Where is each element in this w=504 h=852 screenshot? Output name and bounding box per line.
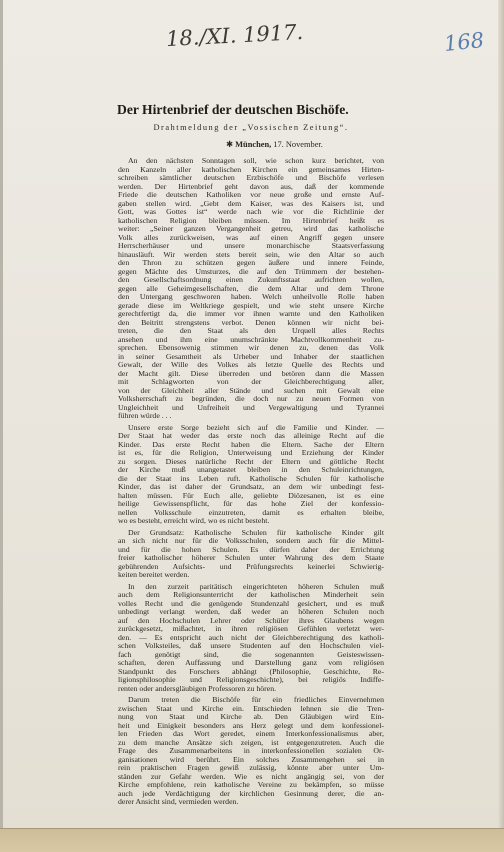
text-line: Herrscherhäuser und unsere monarchische Staatsverfassung: [118, 242, 384, 250]
text-line: weiter: „Seiner ganzen Vergangenheit getreu, wird das katholische: [118, 225, 384, 233]
dateline-place: München,: [235, 140, 272, 149]
text-line: Volksherrschaft zu begründen, die doch nur zu neuen Formen von: [118, 395, 384, 403]
text-line: in seiner Gesamtheit als Urheber und Inhaber der staatlichen: [118, 352, 384, 361]
text-line: len Frieden das Wort geredet, einem Interkonfessionalismus aber,: [118, 730, 384, 738]
text-line: Gott, was Gottes ist“ werde nach wie vor die Richtlinie der: [118, 208, 384, 216]
text-line: keiten bereitet werden.: [118, 571, 190, 579]
text-line: gaben stellen wird. „Gebt dem Kaiser, was des Kaisers ist, und: [118, 199, 384, 208]
text-line: nung von Staat und Kirche ab. Den Gläubigen wird Ein-: [118, 713, 384, 721]
text-line: auf den Hochschulen Lehrer oder Schüler ihres Glaubens wegen: [118, 616, 384, 625]
text-line: ligionsphilosophie und Religionsgeschichte), bei religiös Indiffe-: [118, 676, 384, 684]
article-paragraph: [118, 583, 384, 694]
text-line: und für die hohen Schulen. Es dürfen daher der Errichtung: [118, 545, 384, 554]
text-line: den Untergang geschworen haben. Welch unheilvolle Rolle haben: [118, 293, 384, 301]
text-line: gebührenden Aufsichts- und Prüfungsrechts keinerlei Schwierig-: [118, 562, 384, 571]
text-line: schen Volksteiles, daß unsere Studenten auf den Hochschulen viel-: [118, 642, 384, 650]
mount-bottom-strip: [0, 828, 504, 852]
text-line: rein praktischen Fragen gewiß zulässig, könnte aber unter Um-: [118, 764, 384, 772]
text-line: Frage des Zusammenarbeitens in interkonfessionellen sozialen Or-: [118, 747, 384, 755]
article-headline: Der Hirtenbrief der deutschen Bischöfe.: [117, 102, 349, 117]
text-line: Friede die deutschen Katholiken vor neue große und ernste Auf-: [118, 191, 384, 199]
text-line: ansehen und ihm eine unumschränkte Machtvollkommenheit zu-: [118, 335, 384, 344]
text-line: zu sorgen. Dieses natürliche Recht der Eltern und göttliche Recht: [118, 457, 384, 466]
text-line: nellen Volksschule einzutreten, damit es erhalten bleibe,: [118, 508, 384, 517]
handwritten-date: 18./XI. 1917.: [165, 19, 304, 52]
text-line: derer Ansicht sind, vermieden werden.: [118, 798, 239, 806]
article-paragraph: [118, 157, 384, 421]
article-body: [118, 157, 384, 807]
text-line: Ungleichheit und Unfreiheit und Vergewaltigung und Tyrannei: [118, 403, 384, 412]
scan-edge-left: [0, 0, 3, 851]
text-line: zwischen Staat und Kirche ein. Entschieden lehnen sie die Tren-: [118, 704, 384, 713]
text-line: gegen Mächte des Umsturzes, die auf den Trümmern der bestehen-: [118, 267, 384, 276]
text-line: Volk alles zurückweisen, was auf einen Angriff gegen unsere: [118, 233, 384, 242]
dateline-mark: ✱: [226, 140, 234, 149]
text-line: Kirche empfohlene, rein katholische Vereine zu bekämpfen, so müsse: [118, 781, 384, 789]
text-line: auch jede Verdächtigung der kirchlichen Gesinnung derer, die an-: [118, 789, 384, 798]
dateline-date: 17. November.: [273, 140, 323, 149]
text-line: den Beitritt strengstens verbot. Denen können wir nicht bei-: [118, 318, 384, 327]
text-line: gegen alle Geheimgesellschaften, die dem Altar und dem Throne: [118, 284, 384, 293]
text-line: ständen zur Gefahr werden. Wie es nicht angängig sei, von der: [118, 772, 384, 781]
text-line: ist es, für die Religion, Unterweisung und Erziehung der Kinder: [118, 449, 384, 457]
text-line: Der Grundsatz: Katholische Schulen für katholische Kinder gilt: [128, 528, 384, 537]
text-line: Standpunkt des Forschers abhängt (Philosophie, Geschichte, Re-: [118, 667, 384, 676]
text-line: den Gesellschaftsordnung einen Zukunftsstaat aufrichten wollen,: [118, 276, 384, 284]
text-line: An den nächsten Sonntagen soll, wie schon kurz berichtet, von: [128, 157, 384, 165]
text-line: freier katholischer höherer Schulen unter Wahrung des dem Staate: [118, 554, 384, 562]
text-line: Kinder, das ist daher der Grundsatz, an dem wir unbedingt fest-: [118, 483, 384, 491]
text-line: den Kanzeln aller katholischen Kirchen ein gemeinsames Hirten-: [118, 165, 384, 174]
text-line: gerechtfertigt da, die immer vor ihnen warnte und den Katholiken: [118, 310, 384, 318]
text-line: halten müssen. Für Euch alle, geliebte Diözesanen, ist es eine: [118, 491, 384, 500]
text-line: von der Gleichheit aller Stände und suchen mit Gewalt eine: [118, 386, 384, 395]
text-line: Darum treten die Bischöfe für ein friedliches Einvernehmen: [128, 696, 384, 704]
text-line: wo es besteht, erreicht wird, wo es nicht besteht.: [118, 517, 270, 525]
text-line: werden. Der Hirtenbrief geht davon aus, daß der kommende: [118, 182, 384, 191]
text-line: renten oder andersgläubigen Professoren zu hören.: [118, 684, 277, 693]
text-line: heit und Einigkeit besonders ans Herz gelegt und dem konfessionel-: [118, 721, 384, 730]
article-dateline: [226, 140, 386, 150]
text-line: Gewalt, der Wille des Volkes als letzte Quelle des Rechts und: [118, 361, 384, 369]
text-line: die der Staat ins Leben ruft. Katholische Schulen für katholische: [118, 474, 384, 483]
text-line: katholischen Religion bleiben müssen. Im Hirtenbrief heißt es: [118, 216, 384, 225]
text-line: schaften, deren Auffassung und Darstellung ganz vom religiösen: [118, 659, 384, 667]
text-line: zu dem manche Ansätze sich zeigen, ist entgegenzutreten. Auch die: [118, 738, 384, 747]
text-line: unbedingt verlangt werden, daß weder an höheren Schulen noch: [118, 608, 384, 616]
text-line: schreiben sämtlicher deutschen Erzbischöfe und Bischöfe verlesen: [118, 174, 384, 182]
text-line: gerade diese im Weltkriege gespielt, und wie steht unsere Kirche: [118, 301, 384, 310]
text-line: den. — Es entspricht auch nicht der Gleichberechtigung des katholi-: [118, 633, 384, 642]
text-line: fach genötigt sind, die sogenannten Geisteswissen-: [118, 650, 384, 659]
text-line: mit Schlagworten von der Gleichberechtigung aller,: [118, 378, 384, 386]
text-line: sprechen. Ebensowenig stimmen wir denen zu, denen das Volk: [118, 344, 384, 352]
text-line: den Thron zu schützen gegen äußere und innere Feinde,: [118, 259, 384, 267]
text-line: auch dem Religionsunterricht der katholischen Minderheit sein: [118, 591, 384, 599]
text-line: hinausläuft. Wir werden stets bereit sein, wie den Altar so auch: [118, 250, 384, 259]
text-line: treten, die den Staat als den Urquell alles Rechts: [118, 327, 384, 335]
text-line: In den zurzeit paritätisch eingerichteten höheren Schulen muß: [128, 582, 384, 591]
text-line: Kinder. Das erste Recht haben die Eltern. Sache der Eltern: [118, 440, 384, 449]
text-line: Unsere erste Sorge bezieht sich auf die Familie und Kinder. —: [128, 423, 384, 432]
handwritten-archive-number: 168: [442, 27, 486, 57]
text-line: ganisationen wird berührt. Ein solches Zusammengehen sei in: [118, 755, 384, 764]
text-line: zurückgesetzt, mißachtet, in ihren religiösen Gefühlen verletzt wer-: [118, 625, 384, 633]
article-paragraph: [118, 424, 384, 526]
text-line: an sich nicht nur für die Volksschulen, sondern auch für die Mittel-: [118, 537, 384, 545]
text-line: führen würde . . .: [118, 412, 172, 420]
text-line: der Macht gilt. Diese überreden und betören dann die Massen: [118, 369, 384, 378]
text-line: volles Recht und die genügende Stundenzahl gesichert, und es muß: [118, 599, 384, 608]
scan-edge-right: [498, 0, 504, 851]
text-line: heilige Gewissenspflicht, für das hohe Ziel der konfessio-: [118, 500, 384, 508]
text-line: Der Staat hat weder das erste noch das alleinige Recht auf die: [118, 432, 384, 440]
article-byline: Drahtmeldung der „Vossischen Zeitung“.: [153, 123, 349, 132]
article-paragraph: [118, 529, 384, 580]
text-line: der Kirche muß unangetastet bleiben in den Schuleinrichtungen,: [118, 466, 384, 474]
article-paragraph: [118, 696, 384, 807]
